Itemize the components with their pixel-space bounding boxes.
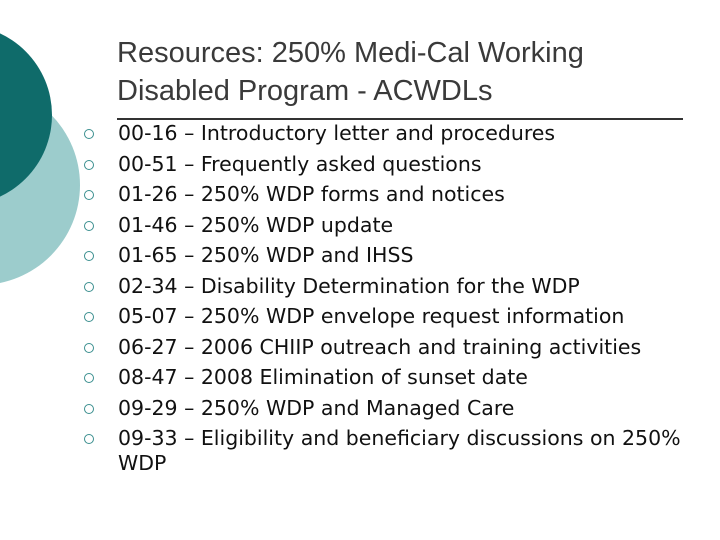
- hollow-circle-icon: [84, 221, 94, 231]
- hollow-circle-icon: [84, 404, 94, 414]
- list-item: [84, 274, 694, 299]
- resource-list: [84, 121, 694, 482]
- list-item: [84, 121, 694, 146]
- title-divider: [117, 118, 683, 120]
- hollow-circle-icon: [84, 343, 94, 353]
- hollow-circle-icon: [84, 251, 94, 261]
- list-item-text: 06-27 – 2006 CHIIP outreach and training activities: [118, 334, 642, 359]
- list-item: [84, 365, 694, 390]
- list-item: [84, 335, 694, 360]
- slide-title: [117, 34, 687, 110]
- list-item-text: 08-47 – 2008 Elimination of sunset date: [118, 365, 528, 389]
- title-line-1: Resources: 250% Medi-Cal Working: [117, 37, 584, 69]
- list-item: [84, 152, 694, 177]
- list-item-text: 01-65 – 250% WDP and IHSS: [118, 243, 414, 267]
- list-item-text: 00-16 – Introductory letter and procedures: [118, 121, 556, 145]
- list-item: [84, 213, 694, 238]
- list-item: [84, 243, 694, 268]
- list-item-text: 01-46 – 250% WDP update: [118, 212, 394, 237]
- list-item-text: 01-26 – 250% WDP forms and notices: [118, 182, 505, 206]
- list-item: [84, 426, 694, 476]
- list-item: [84, 304, 694, 329]
- list-item-text: 00-51 – Frequently asked questions: [118, 151, 482, 176]
- hollow-circle-icon: [84, 312, 94, 322]
- title-line-2: Disabled Program - ACWDLs: [117, 75, 493, 107]
- hollow-circle-icon: [84, 373, 94, 383]
- hollow-circle-icon: [84, 160, 94, 170]
- hollow-circle-icon: [84, 282, 94, 292]
- list-item-text: 09-33 – Eligibility and beneficiary discussions on 250% WDP: [118, 426, 681, 475]
- hollow-circle-icon: [84, 434, 94, 444]
- hollow-circle-icon: [84, 190, 94, 200]
- list-item-text: 05-07 – 250% WDP envelope request information: [118, 304, 625, 328]
- hollow-circle-icon: [84, 129, 94, 139]
- list-item-text: 09-29 – 250% WDP and Managed Care: [118, 395, 515, 420]
- list-item: [84, 396, 694, 421]
- list-item: [84, 182, 694, 207]
- list-item-text: 02-34 – Disability Determination for the WDP: [118, 273, 580, 298]
